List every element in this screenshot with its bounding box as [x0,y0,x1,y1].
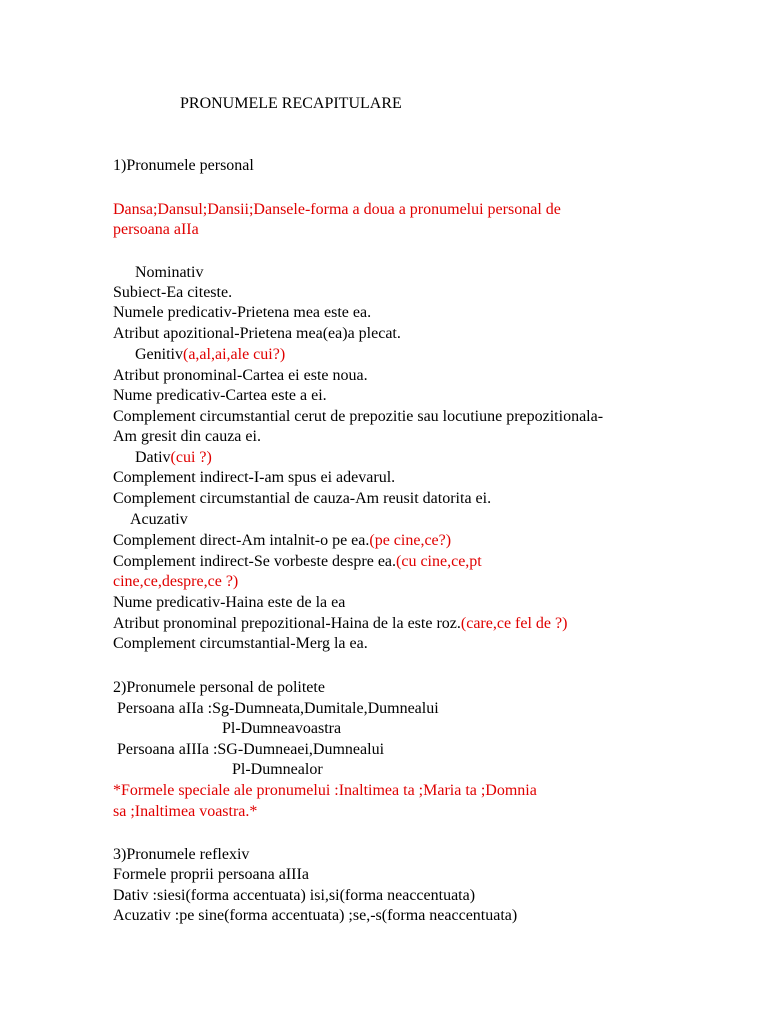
dansa-note-line-1: Dansa;Dansul;Dansii;Dansele-forma a doua a pronumelui personal de [113,201,561,218]
nominativ-label: Nominativ [135,264,204,281]
acuzativ-line-5: Complement circumstantial-Merg la ea. [113,635,368,652]
nominativ-line-2: Numele predicativ-Prietena mea este ea. [113,304,372,321]
genitiv-line-1: Atribut pronominal-Cartea ei este noua. [113,367,368,384]
formele-speciale-line-1: *Formele speciale ale pronumelui :Inaltimea ta ;Maria ta ;Domnia [113,782,537,799]
acuzativ-line-1-text: Complement direct-Am intalnit-o pe ea. [113,532,370,549]
acuzativ-line-2 [113,552,482,572]
section-1-heading: 1)Pronumele personal [113,157,254,174]
dansa-note-line-2: persoana aIIa [113,221,199,238]
section-2-heading: 2)Pronumele personal de politete [113,679,325,696]
dativ-line [135,448,212,468]
section-3-heading: 3)Pronumele reflexiv [113,846,250,863]
acuzativ-line-2-text: Complement indirect-Se vorbeste despre ea. [113,553,397,570]
politete-p2-pl: Pl-Dumneavoastra [222,720,342,737]
politete-p2-sg: Persoana aIIa :Sg-Dumneata,Dumitale,Dumnealui [117,700,439,717]
genitiv-line-3: Complement circumstantial cerut de prepozitie sau locutiune prepozitionala- [113,408,604,425]
acuzativ-line-1-question: (pe cine,ce?) [369,532,452,549]
reflexiv-line-1: Formele proprii persoana aIIIa [113,866,309,883]
acuzativ-line-4-question: (care,ce fel de ?) [460,615,568,632]
dativ-line-2: Complement circumstantial de cauza-Am reusit datorita ei. [113,490,492,507]
acuzativ-line-4-text: Atribut pronominal prepozitional-Haina de la este roz. [113,615,461,632]
acuzativ-line-1 [113,531,451,551]
politete-p3-sg: Persoana aIIIa :SG-Dumneaei,Dumnealui [117,741,385,758]
genitiv-label: Genitiv [135,346,183,363]
genitiv-line [135,345,285,365]
reflexiv-line-2: Dativ :siesi(forma accentuata) isi,si(forma neaccentuata) [113,887,476,904]
genitiv-line-4: Am gresit din cauza ei. [113,428,261,445]
acuzativ-label: Acuzativ [130,511,188,528]
nominativ-line-3: Atribut apozitional-Prietena mea(ea)a plecat. [113,325,401,342]
page-title: PRONUMELE RECAPITULARE [180,95,402,112]
genitiv-line-2: Nume predicativ-Cartea este a ei. [113,387,327,404]
acuzativ-line-2-question-cont: cine,ce,despre,ce ?) [113,573,239,590]
dativ-question: (cui ?) [170,449,212,466]
acuzativ-line-4 [113,614,567,634]
reflexiv-line-3: Acuzativ :pe sine(forma accentuata) ;se,-s(forma neaccentuata) [113,907,518,924]
dativ-label: Dativ [135,449,171,466]
nominativ-line-1: Subiect-Ea citeste. [113,284,233,301]
dativ-line-1: Complement indirect-I-am spus ei adevarul. [113,469,396,486]
politete-p3-pl: Pl-Dumnealor [232,761,323,778]
acuzativ-line-3: Nume predicativ-Haina este de la ea [113,594,346,611]
acuzativ-line-2-question: (cu cine,ce,pt [396,553,482,570]
genitiv-question: (a,al,ai,ale cui?) [183,346,286,363]
formele-speciale-line-2: sa ;Inaltimea voastra.* [113,803,258,820]
